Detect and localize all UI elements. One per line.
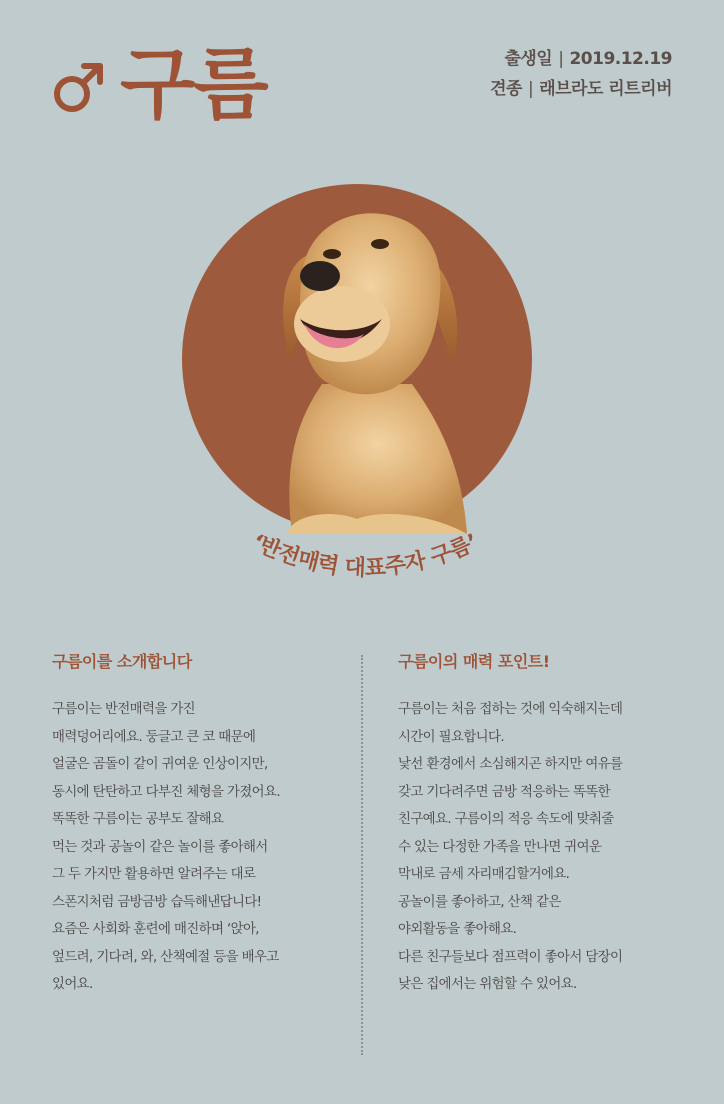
breed-row	[490, 74, 672, 104]
dog-name: 구름	[120, 40, 267, 130]
intro-line: 먹는 것과 공놀이 같은 놀이를 좋아해서	[52, 839, 268, 855]
intro-line: 똑똑한 구름이는 공부도 잘해요	[52, 812, 224, 827]
charm-line: 수 있는 다정한 가족을 만나면 귀여운	[398, 839, 602, 855]
intro-line: 그 두 가지만 활용하면 알려주는 대로	[52, 867, 256, 882]
svg-text:‘반전매력 대표주자 구름’	[248, 530, 482, 581]
meta-separator: |	[558, 49, 564, 69]
birth-date-row	[490, 44, 672, 74]
charm-section	[398, 648, 678, 999]
intro-line: 요즘은 사회화 훈련에 매진하며 ‘앉아,	[52, 922, 259, 937]
male-symbol-icon	[50, 58, 108, 116]
charm-line: 친구예요. 구름이의 적응 속도에 맞춰줄	[398, 812, 614, 827]
charm-line: 낮은 집에서는 위험할 수 있어요.	[398, 977, 577, 992]
charm-line: 다른 친구들보다 점프력이 좋아서 담장이	[398, 949, 623, 965]
charm-line: 시간이 필요합니다.	[398, 729, 504, 745]
birth-value: 2019.12.19	[569, 49, 672, 69]
charm-line: 구름이는 처음 접하는 것에 익숙해지는데	[398, 702, 623, 717]
dog-photo	[182, 184, 532, 534]
intro-line: 스폰지처럼 금방금방 습득해낸답니다!	[52, 894, 262, 910]
charm-line: 야외활동을 좋아해요.	[398, 922, 517, 937]
intro-line: 구름이는 반전매력을 가진	[52, 702, 196, 717]
intro-line: 엎드려, 기다려, 와, 산책예절 등을 배우고	[52, 949, 279, 965]
charm-title: 구름이의 매력 포인트!	[398, 652, 550, 671]
tagline	[180, 510, 550, 610]
profile-header	[0, 0, 724, 150]
intro-line: 있어요.	[52, 977, 93, 992]
profile-meta	[490, 44, 672, 104]
charm-line: 공놀이를 좋아하고, 산책 같은	[398, 894, 561, 910]
charm-line: 낯선 환경에서 소심해지곤 하지만 여유를	[398, 757, 623, 772]
tagline-text: ‘반전매력 대표주자 구름’	[247, 529, 483, 582]
breed-value: 래브라도 리트리버	[539, 79, 672, 99]
breed-label: 견종	[490, 79, 522, 99]
charm-line: 막내로 금세 자리매김할거에요.	[398, 867, 570, 882]
charm-line: 갖고 기다려주면 금방 적응하는 똑똑한	[398, 784, 610, 800]
intro-title: 구름이를 소개합니다	[52, 652, 192, 671]
meta-separator: |	[527, 79, 534, 99]
intro-line: 얼굴은 곰돌이 같이 귀여운 인상이지만,	[52, 757, 268, 772]
intro-line: 동시에 탄탄하고 다부진 체형을 가졌어요.	[52, 784, 280, 800]
column-divider	[361, 655, 363, 1055]
birth-label: 출생일	[504, 49, 553, 69]
intro-line: 매력덩어리에요. 둥글고 큰 코 때문에	[52, 729, 256, 745]
intro-section	[52, 648, 332, 999]
